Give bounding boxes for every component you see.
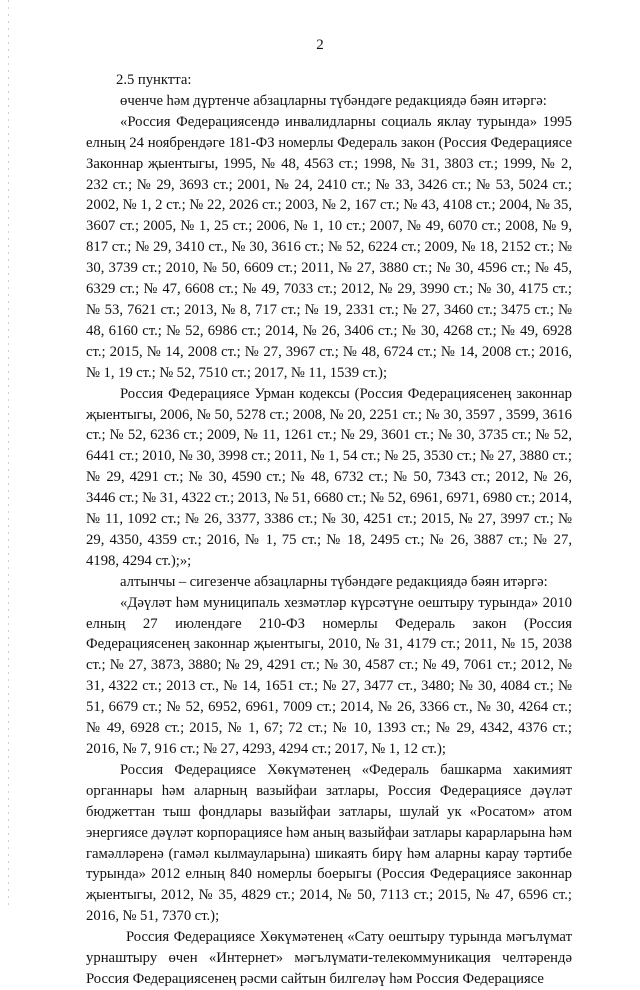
paragraph-government-decree-website: Россия Федерациясе Хөкүмәтенең «Сату оештыру турында мәгълүмат урнаштыру өчен «Интернет» мәгълүмати-телекоммуникация челтәрендә Россия Федерациясенең рәсми сайтын билгеләү һәм Россия Федерациясе — [86, 929, 572, 987]
page-number: 2 — [316, 37, 324, 53]
paragraph-government-decree-840: Россия Федерациясе Хөкүмәтенең «Федераль башкарма хакимият органнары һәм аларның вазыйфаи затлары, Россия Федерациясе дәүләт бюджеттан тыш фондлары вазыйфаи затлары, шулай ук «Росатом» атом энергиясе дәүләт корпорациясе һәм аның вазыйфаи затлары карарларына һәм гамәлләренә (гамәл кылмауларына) шикаять бирү һәм аларны карау тәртибе турында» 2012 елның 840 номерлы боерыгы (Россия Федерациясе законнар җыентыгы, 2012, № 35, 4829 ст.; 2014, № 50, 7113 ст.; 2015, № 47, 6596 ст.; 2016, № 51, 7370 ст.); — [86, 761, 572, 925]
paragraph-instruction-2: алтынчы – сигезенче абзацларны түбәндәге редакциядә бәян итәргә: — [120, 573, 548, 590]
paragraph-federal-law-181: «Россия Федерациясендә инвалидларны социаль яклау турында» 1995 елның 24 ноябрендәге 181-ФЗ номерлы Федераль закон (Россия Федерациясе Законнар җыентыгы, 1995, № 48, 4563 ст.; 1998, № 31, 3803 ст.; 1999, № 2, 232 ст.; № 29, 3693 ст.; 2001, № 24, 2410 ст.; № 33, 3426 ст.; № 53, 5024 ст.; 2002, № 1, 2 ст.; № 22, 2026 ст.; 2003, № 2, 167 ст.; № 43, 4108 ст.; 2004, № 35, 3607 ст.; 2005, № 1, 25 ст.; 2006, № 1, 10 ст.; 2007, № 49, 6070 ст.; 2008, № 9, 817 ст.; № 29, 3410 ст., № 30, 3616 ст.; № 52, 6224 ст.; 2009, № 18, 2152 ст.; № 30, 3739 ст.; 2010, № 50, 6609 ст.; 2011, № 27, 3880 ст.; № 30, 4596 ст.; № 45, 6329 ст.; № 47, 6608 ст.; № 49, 7033 ст.; 2012, № 29, 3990 ст.; № 30, 4175 ст.; № 53, 7621 ст.; 2013, № 8, 717 ст.; № 19, 2331 ст.; № 27, 3460 ст.; 3475 ст.; № 48, 6160 ст.; № 52, 6986 ст.; 2014, № 26, 3406 ст.; № 30, 4268 ст.; № 49, 6928 ст.; 2015, № 14, 2008 ст.; № 27, 3967 ст.; № 48, 6724 ст.; № 14, 2008 ст.; 2016, № 1, 19 ст.; № 52, 7510 ст.; 2017, № 11, 1539 ст.); — [86, 113, 572, 381]
paragraph-forest-code: Россия Федерациясе Урман кодексы (Россия Федерациясенең законнар җыентыгы, 2006, № 50, 5278 ст.; 2008, № 20, 2251 ст.; № 30, 3597 , 3599, 3616 ст.; № 52, 6236 ст.; 2009, № 11, 1261 ст.; № 29, 3601 ст.; № 30, 3735 ст.; № 52, 6441 ст.; 2010, № 30, 3998 ст.; 2011, № 1, 54 ст.; № 25, 3530 ст.; № 27, 3880 ст.; № 29, 4291 ст.; № 30, 4590 ст.; № 48, 6732 ст.; № 50, 7343 ст.; 2012, № 26, 3446 ст.; № 31, 4322 ст.; 2013, № 51, 6680 ст.; № 52, 6961, 6971, 6980 ст.; 2014, № 11, 1092 ст.; № 26, 3377, 3386 ст.; № 30, 4251 ст.; 2015, № 27, 3997 ст.; № 29, 4350, 4359 ст.; 2016, № 1, 75 ст.; № 18, 2495 ст.; № 26, 3887 ст.; № 27, 4198, 4294 ст.);»; — [86, 385, 572, 569]
document-body — [86, 70, 572, 990]
paragraph-section-ref: 2.5 пунктта: — [116, 72, 192, 88]
paragraph-federal-law-210: «Дәүләт һәм муниципаль хезмәтләр күрсәтүне оештыру турында» 2010 елның 27 июлендәге 210-ФЗ номерлы Федераль закон (Россия Федерациясенең законнар җыентыгы, 2010, № 31, 4179 ст.; 2011, № 15, 2038 ст.; № 27, 3873, 3880; № 29, 4291 ст.; № 30, 4587 ст.; № 49, 7061 ст.; 2012, № 31, 4322 ст.; 2013 ст., № 14, 1651 ст.; № 27, 3477 ст., 3480; № 30, 4084 ст.; № 51, 6679 ст.; № 52, 6952, 6961, 7009 ст.; 2014, № 26, 3366 ст., № 30, 4264 ст.; № 49, 6928 ст.; 2015, № 1, 67; 72 ст.; № 10, 1393 ст.; № 29, 4342, 4376 ст.; 2016, № 7, 916 ст.; № 27, 4293, 4294 ст.; 2017, № 1, 12 ст.); — [86, 594, 572, 757]
scan-binding-edge — [8, 0, 9, 905]
paragraph-instruction-1: өченче һәм дүртенче абзацларны түбәндәге редакциядә бәян итәргә: — [120, 92, 547, 109]
